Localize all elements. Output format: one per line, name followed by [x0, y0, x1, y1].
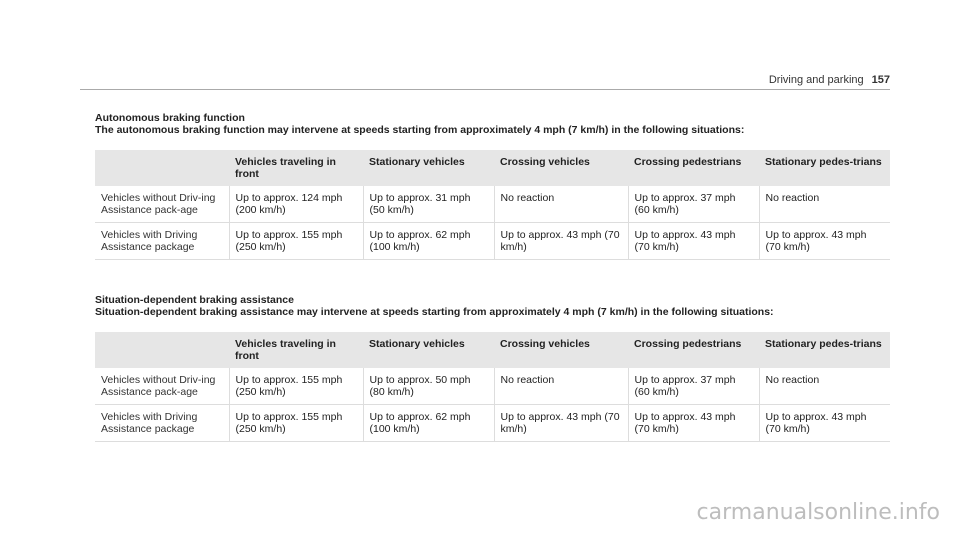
chapter-title: Driving and parking	[768, 74, 864, 86]
table-cell: Up to approx. 43 mph (70 km/h)	[759, 223, 890, 260]
table-cell: Up to approx. 43 mph (70 km/h)	[494, 223, 628, 260]
speed-table	[95, 332, 890, 442]
column-header: Crossing vehicles	[494, 332, 628, 368]
table-header-row	[95, 332, 890, 368]
watermark: carmanualsonline.info	[696, 500, 940, 525]
table-row	[95, 223, 890, 260]
table-cell: No reaction	[759, 186, 890, 223]
table-row	[95, 405, 890, 442]
column-header: Crossing vehicles	[494, 150, 628, 186]
table-row	[95, 186, 890, 223]
column-header: Stationary pedes-trians	[759, 150, 890, 186]
table-cell: Up to approx. 50 mph (80 km/h)	[363, 368, 494, 405]
section-title: Autonomous braking function	[95, 112, 245, 124]
table-cell: No reaction	[494, 368, 628, 405]
table-cell: Vehicles with Driving Assistance package	[95, 405, 229, 442]
column-header	[95, 332, 229, 368]
table-cell: Up to approx. 43 mph (70 km/h)	[628, 223, 759, 260]
table-cell: Up to approx. 62 mph (100 km/h)	[363, 405, 494, 442]
table-cell: Up to approx. 155 mph (250 km/h)	[229, 405, 363, 442]
section-situation-braking	[95, 294, 890, 442]
column-header: Stationary pedes-trians	[759, 332, 890, 368]
speed-table	[95, 150, 890, 260]
section-title: Situation-dependent braking assistance	[95, 294, 294, 306]
column-header	[95, 150, 229, 186]
table-cell: Vehicles with Driving Assistance package	[95, 223, 229, 260]
section-intro: Situation-dependent braking assistance may intervene at speeds starting from approximately 4 mph (7 km/h) in the following situations:	[95, 306, 774, 318]
table-cell: Up to approx. 37 mph (60 km/h)	[628, 368, 759, 405]
section-autonomous-braking	[95, 112, 890, 260]
page-number: 157	[871, 74, 890, 86]
table-cell: Vehicles without Driv-ing Assistance pack-age	[95, 368, 229, 405]
section-intro: The autonomous braking function may intervene at speeds starting from approximately 4 mph (7 km/h) in the following situations:	[95, 124, 745, 136]
column-header: Stationary vehicles	[363, 332, 494, 368]
table-cell: Up to approx. 124 mph (200 km/h)	[229, 186, 363, 223]
table-cell: Up to approx. 43 mph (70 km/h)	[494, 405, 628, 442]
table-cell: Vehicles without Driv-ing Assistance pack-age	[95, 186, 229, 223]
table-cell: Up to approx. 43 mph (70 km/h)	[628, 405, 759, 442]
column-header: Crossing pedestrians	[628, 332, 759, 368]
table-cell: Up to approx. 62 mph (100 km/h)	[363, 223, 494, 260]
column-header: Crossing pedestrians	[628, 150, 759, 186]
table-cell: Up to approx. 155 mph (250 km/h)	[229, 223, 363, 260]
table-cell: No reaction	[759, 368, 890, 405]
column-header: Vehicles traveling in front	[229, 150, 363, 186]
table-cell: No reaction	[494, 186, 628, 223]
column-header: Stationary vehicles	[363, 150, 494, 186]
table-cell: Up to approx. 31 mph (50 km/h)	[363, 186, 494, 223]
table-cell: Up to approx. 37 mph (60 km/h)	[628, 186, 759, 223]
column-header: Vehicles traveling in front	[229, 332, 363, 368]
table-row	[95, 368, 890, 405]
table-cell: Up to approx. 43 mph (70 km/h)	[759, 405, 890, 442]
table-header-row	[95, 150, 890, 186]
page-header	[80, 70, 890, 90]
table-cell: Up to approx. 155 mph (250 km/h)	[229, 368, 363, 405]
